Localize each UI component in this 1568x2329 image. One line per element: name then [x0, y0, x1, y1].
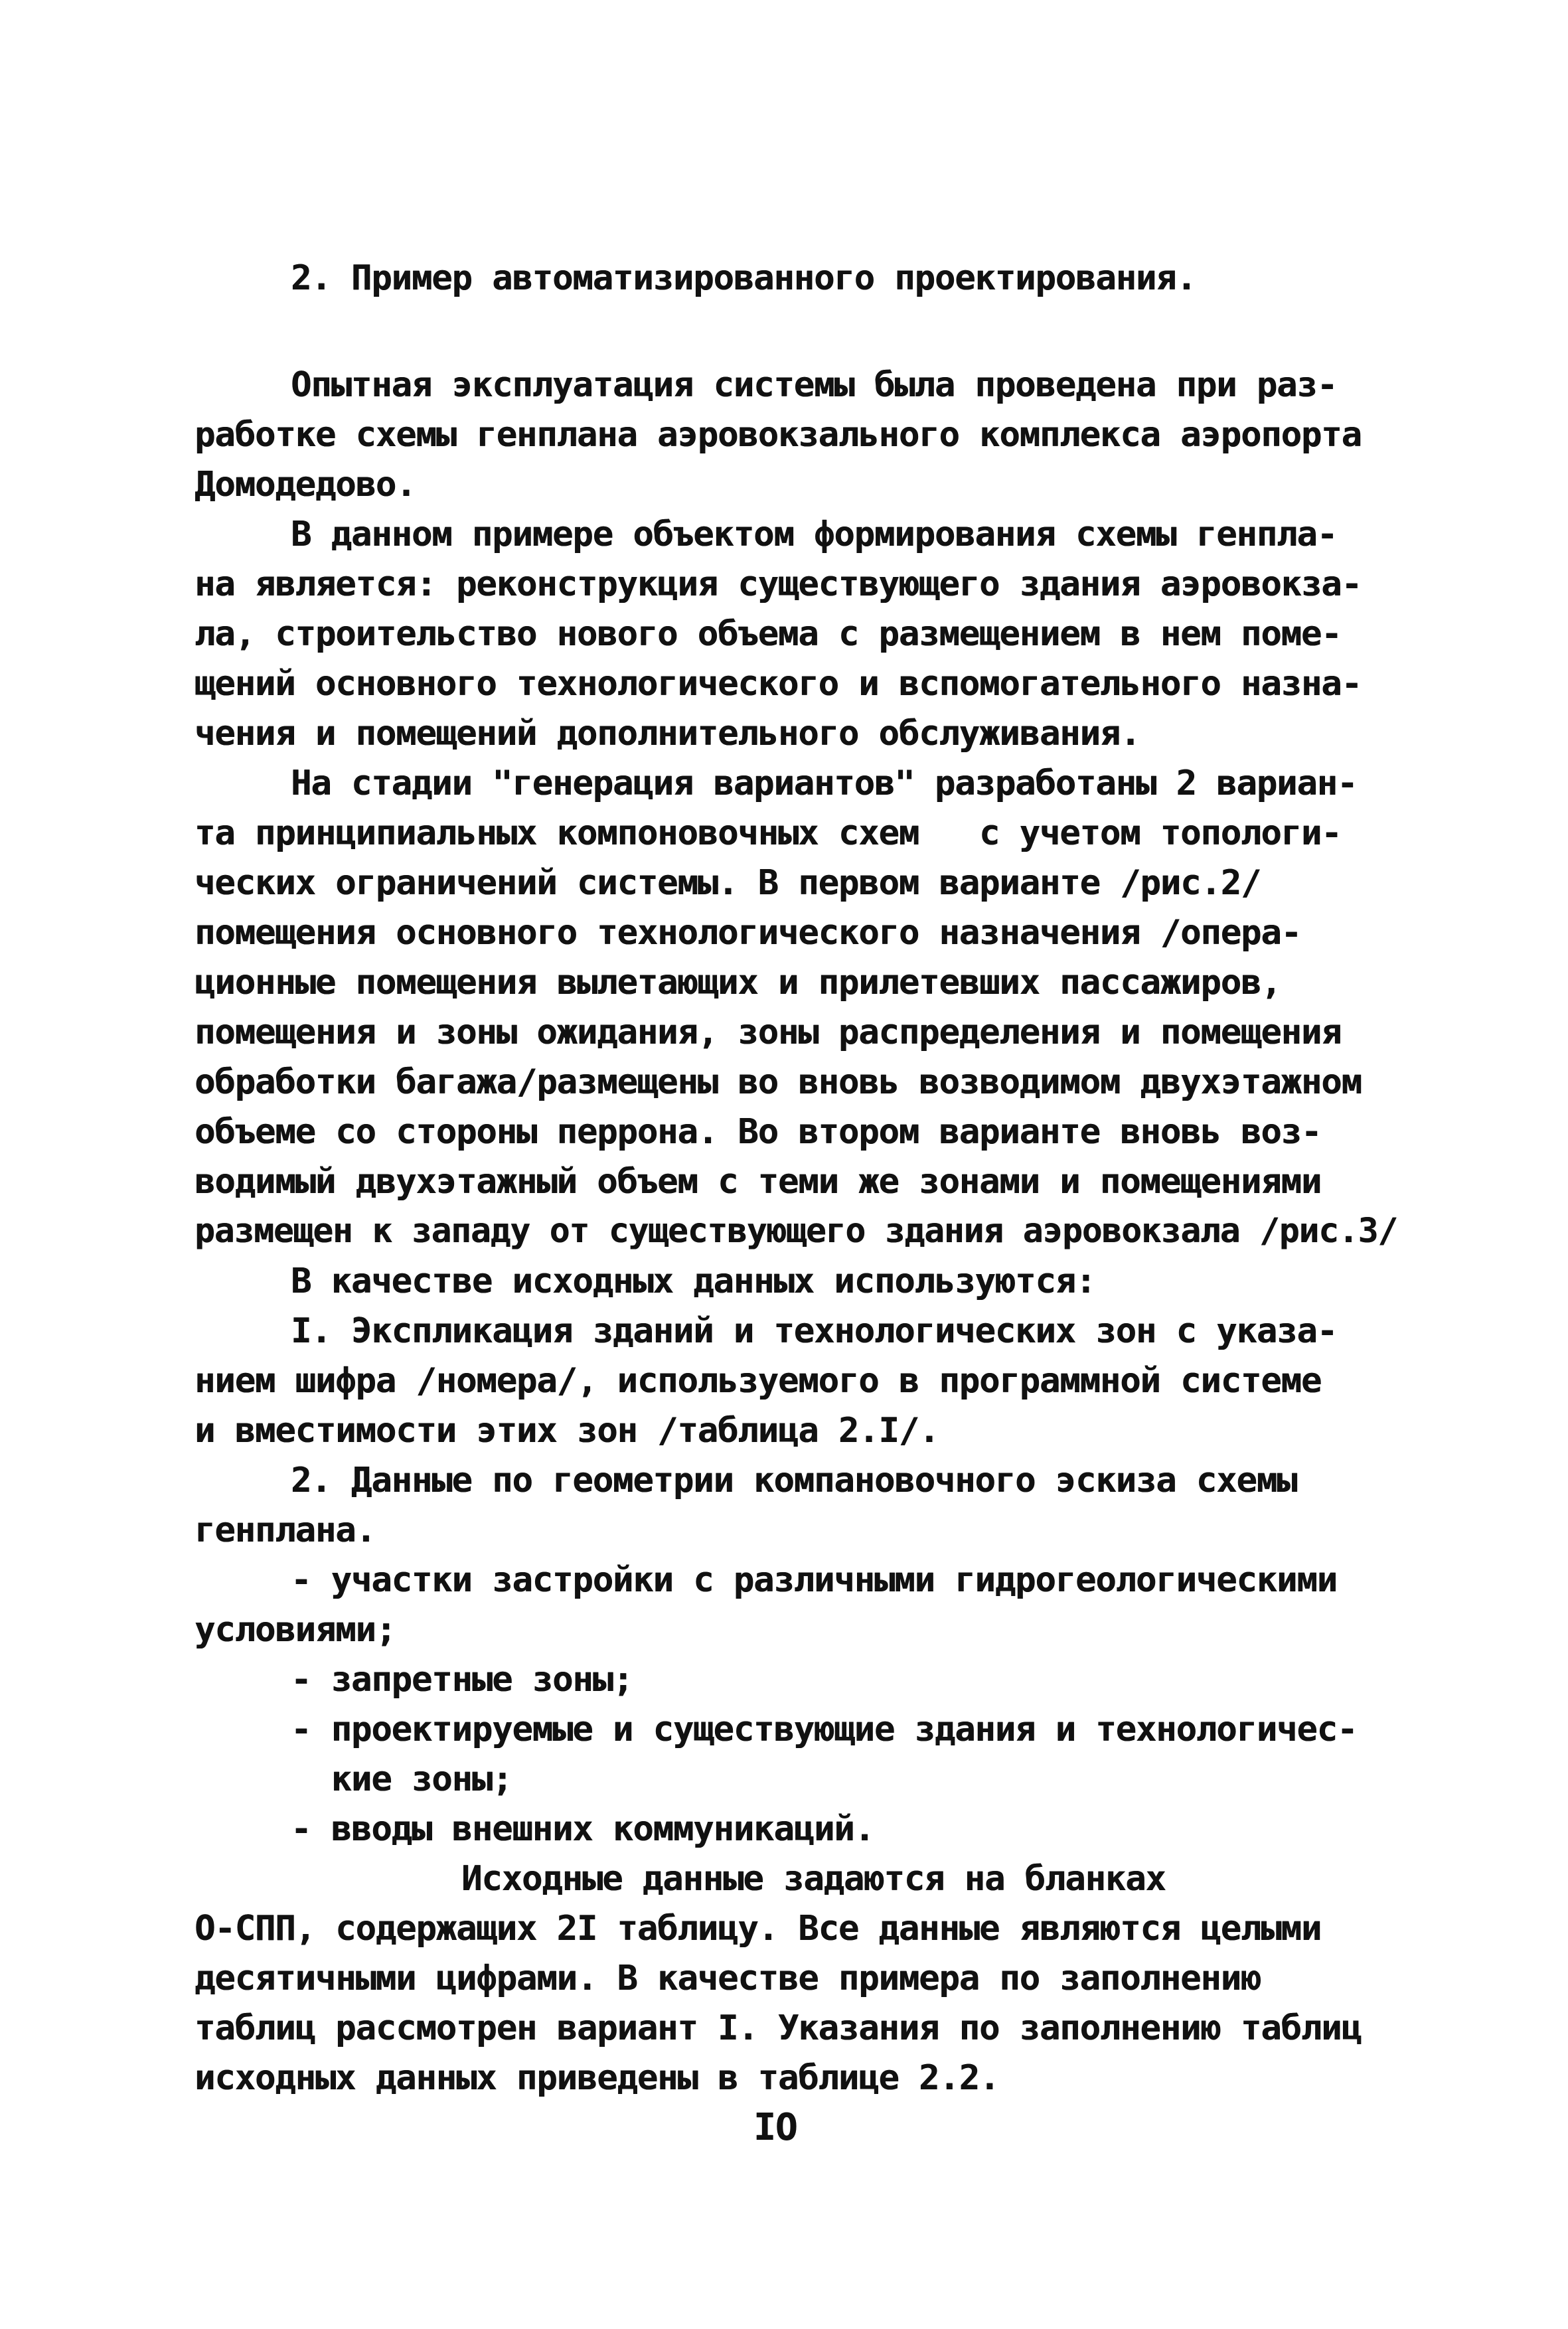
text-line: помещения основного технологического назначения /опера-: [195, 913, 1301, 953]
list-item: условиями;: [195, 1610, 396, 1650]
text-line: щений основного технологического и вспомогательного назна-: [195, 664, 1362, 704]
list-item: - вводы внешних коммуникаций.: [291, 1809, 874, 1849]
text-line: таблиц рассмотрен вариант I. Указания по заполнению таблиц: [195, 2008, 1362, 2048]
text-line: Домодедово.: [195, 465, 416, 505]
text-line: помещения и зоны ожидания, зоны распределения и помещения: [195, 1012, 1342, 1052]
text-line: ческих ограничений системы. В первом варианте /рис.2/: [195, 863, 1261, 903]
list-item: - запретные зоны;: [291, 1660, 633, 1700]
text-line: нием шифра /номера/, используемого в программной системе: [195, 1361, 1322, 1401]
text-line: 2. Данные по геометрии компановочного эскиза схемы: [291, 1461, 1297, 1500]
text-line: В качестве исходных данных используются:: [291, 1261, 1096, 1301]
text-line: та принципиальных компоновочных схем с учетом топологи-: [195, 813, 1342, 853]
text-line: и вместимости этих зон /таблица 2.I/.: [195, 1411, 939, 1451]
text-line: на является: реконструкция существующего здания аэровокза-: [195, 564, 1362, 604]
text-line: генплана.: [195, 1510, 376, 1550]
list-item: - участки застройки с различными гидрогеологическими: [291, 1560, 1337, 1600]
text-line: исходных данных приведены в таблице 2.2.: [195, 2058, 1000, 2098]
text-line: ционные помещения вылетающих и прилетевших пассажиров,: [195, 963, 1281, 1003]
page-number: IO: [753, 2106, 797, 2149]
text-line: О-СПП, содержащих 2I таблицу. Все данные являются целыми: [195, 1909, 1322, 1949]
text-line: Опытная эксплуатация системы была проведена при раз-: [291, 365, 1337, 405]
text-line: водимый двухэтажный объем с теми же зонами и помещениями: [195, 1162, 1322, 1202]
text-line: обработки багажа/размещены во вновь возводимом двухэтажном: [195, 1062, 1362, 1102]
text-line: На стадии "генерация вариантов" разработаны 2 вариан-: [291, 763, 1358, 803]
text-line: десятичными цифрами. В качестве примера по заполнению: [195, 1959, 1261, 1998]
text-line: размещен к западу от существующего здания аэровокзала /рис.3/: [195, 1212, 1397, 1251]
text-line: работке схемы генплана аэровокзального комплекса аэропорта: [195, 415, 1362, 455]
list-item: кие зоны;: [291, 1759, 512, 1799]
text-line: объеме со стороны перрона. Во втором варианте вновь воз-: [195, 1112, 1322, 1152]
text-line: чения и помещений дополнительного обслуживания.: [195, 714, 1140, 754]
text-line: В данном примере объектом формирования схемы генпла-: [291, 515, 1337, 554]
text-line: I. Экспликация зданий и технологических зон с указа-: [291, 1311, 1337, 1351]
text-line: Исходные данные задаются на бланках: [461, 1859, 1166, 1899]
section-heading: 2. Пример автоматизированного проектирования.: [291, 258, 1196, 298]
text-line: ла, строительство нового объема с размещением в нем поме-: [195, 614, 1342, 654]
list-item: - проектируемые и существующие здания и технологичес-: [291, 1710, 1358, 1749]
